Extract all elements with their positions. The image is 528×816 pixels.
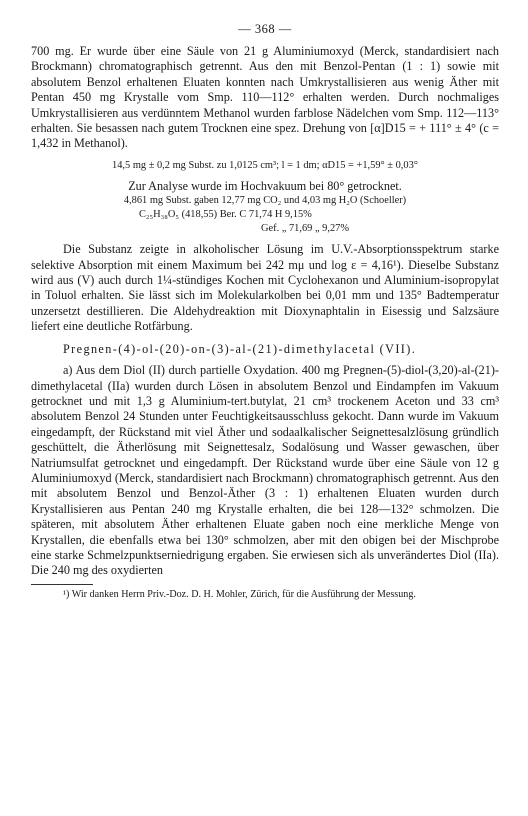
analysis-line-3: Gef. „ 71,69 „ 9,27% <box>261 223 350 235</box>
footnote-rule <box>31 584 93 585</box>
page-number: — 368 — <box>238 22 292 36</box>
paragraph-3: a) Aus dem Diol (II) durch partielle Oxydation. 400 mg Pregnen-(5)-diol-(3,20)-al-(21)-dimethylacetal (IIa) wurden durch Lösen in absolutem Benzol und Eindampfen im Vakuum getrocknet und mit 1,3 g Aluminium-tert.butylat, 21 cm³ trockenem Aceton und 33 cm³ absolutem Benzol 24 Stunden unter Feuchtigkeitsausschluss gekocht. Dann wurde im Vakuum eingedampft, der Rückstand mit viel Äther und sodaalkalischer Seignettesalzlösung gründlich geschüttelt, die Ätherlösung mit Seignettesalz, Sodalösung und Wasser gewaschen, über Natriumsulfat getrocknet und eingedampft. Der Rückstand wurde über eine Säule von 12 g Aluminiumoxyd (Merck, standardisiert nach Brockmann) chromatographisch getrennt. Aus den mit absolutem Benzol und Benzol-Äther (3 : 1) erhaltenen Eluaten wurden durch Krystallisieren aus Pentan 240 mg Krystalle erhalten, die bei 128—132° schmolzen. Die späteren, mit absolutem Äther erhaltenen Eluate gaben noch eine merkliche Menge von Krystallen, die ebenfalls etwa bei 130° schmolzen, aber mit den obigen bei der Mischprobe eine starke Schmelzpunktserniedrigung ergaben. Sie erwiesen sich als unverändertes Diol (IIa). Die 240 mg des oxydierten <box>31 363 499 578</box>
rotation-data: 14,5 mg ± 0,2 mg Subst. zu 1,0125 cm³; l = 1 dm; αD15 = +1,59° ± 0,03° <box>112 159 418 171</box>
paragraph-2: Die Substanz zeigte in alkoholischer Lösung im U.V.-Absorptionsspektrum starke selektive Absorption mit einem Maximum bei 242 mμ und log ε = 4,16¹). Dieselbe Substanz wird aus (V) auch durch 1¼-stündiges Kochen mit Cyclohexanon und Aluminium-isopropylat in Toluol erhalten. Sie lässt sich im Molekularkolben bei 0,01 mm und 135° Badtemperatur unzersetzt destillieren. Die Aldehydreaktion mit Dioxynaphtalin in Eisessig und Salzsäure liefert eine deutliche Rotfärbung. <box>31 242 499 334</box>
footnote: ¹) Wir danken Herrn Priv.-Doz. D. H. Mohler, Zürich, für die Ausführung der Messung. <box>63 588 416 600</box>
section-heading: Pregnen-(4)-ol-(20)-on-(3)-al-(21)-dimethylacetal (VII). <box>63 341 417 356</box>
paragraph-1 <box>31 44 499 152</box>
page <box>31 22 499 601</box>
p1-text: 700 mg. Er wurde über eine Säule von 21 g Aluminiumoxyd (Merck, standardisiert nach Brockmann) chromatographisch getrennt. Aus den mit Benzol-Pentan (1 : 1) sowie mit absolutem Benzol erhaltenen Eluaten konnten nach Umkrystallisieren aus wenig Äther mit Pentan 450 mg Krystalle vom Smp. 110—112° erhalten werden. Durch nochmaliges Umkrystallisieren aus verdünntem Methanol wurden farblose Nädelchen vom Smp. 112—113° erhalten. Sie besassen nach gutem Trocknen eine spez. Drehung von [α]D15 = + 111° ± 4° (c = 1,432 in Methanol). <box>31 44 499 151</box>
analysis-line-1: 4,861 mg Subst. gaben 12,77 mg CO₂ und 4,03 mg H₂O (Schoeller) <box>123 195 407 207</box>
analysis-intro: Zur Analyse wurde im Hochvakuum bei 80° getrocknet. <box>128 178 402 193</box>
analysis-line-2: C₂₅H₃₈O₅ (418,55) Ber. C 71,74 H 9,15% <box>139 209 312 221</box>
